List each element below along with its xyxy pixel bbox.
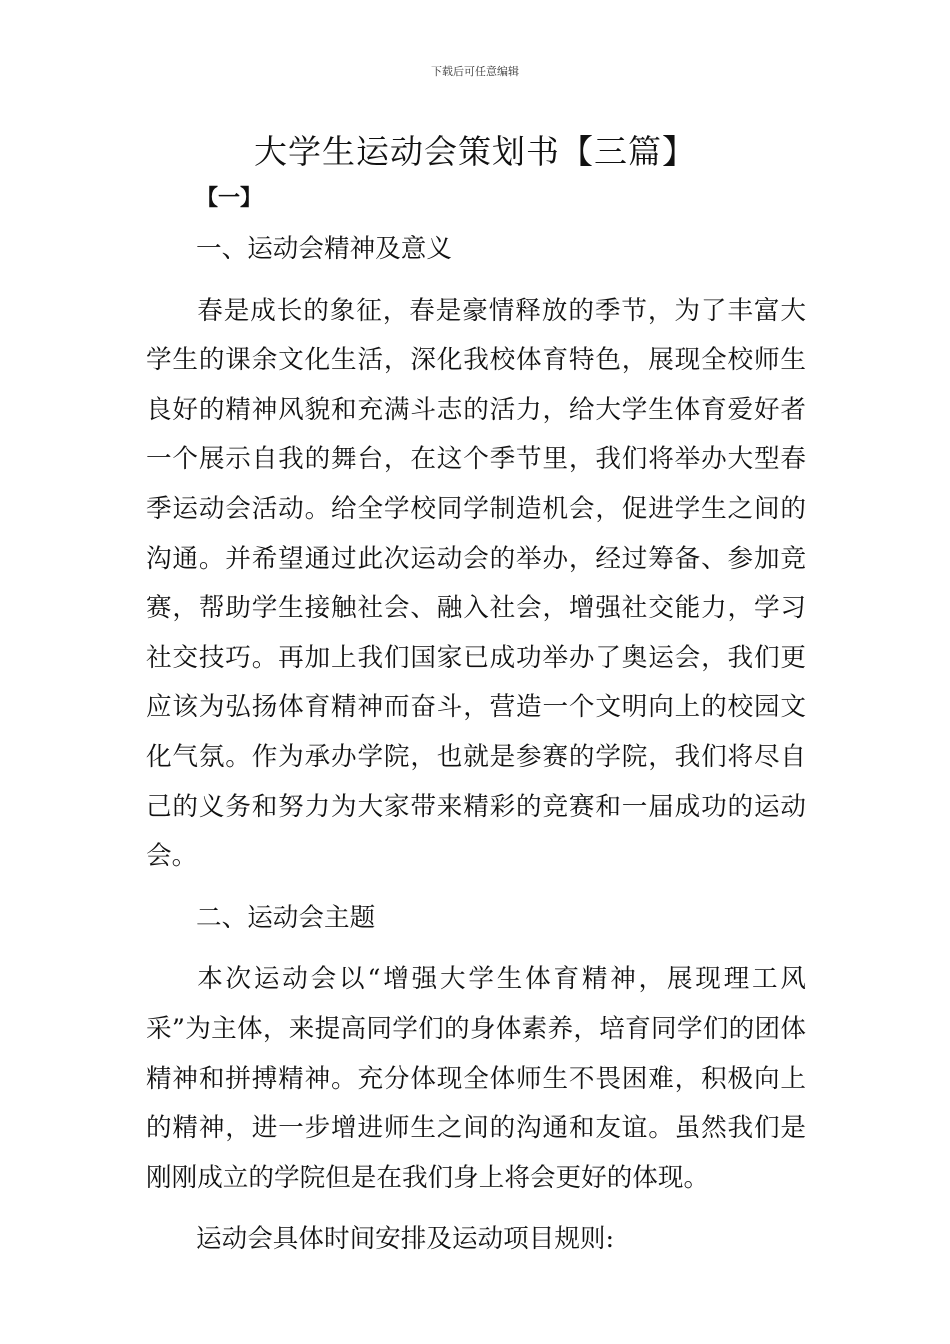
schedule-intro-line: 运动会具体时间安排及运动项目规则: bbox=[196, 1224, 615, 1255]
page-header-note: 下载后可任意编辑 bbox=[431, 65, 519, 78]
document-title: 大学生运动会策划书【三篇】 bbox=[254, 132, 696, 171]
section-marker: 【一】 bbox=[196, 186, 263, 211]
section-heading-2: 二、运动会主题 bbox=[196, 902, 376, 933]
section-paragraph-1: 春是成长的象征，春是豪情释放的季节，为了丰富大学生的课余文化生活，深化我校体育特色，展现全校师生良好的精神风貌和充满斗志的活力，给大学生体育爱好者一个展示自我的舞台，在这个季节里，我们将举办大型春季运动会活动。给全学校同学制造机会，促进学生之间的沟通。并希望通过此次运动会的举办，经过筹备、参加竞赛，帮助学生接触社会、融入社会，增强社交能力，学习社交技巧。再加上我们国家已成功举办了奥运会，我们更应该为弘扬体育精神而奋斗，营造一个文明向上的校园文化气氛。作为承办学院，也就是参赛的学院，我们将尽自己的义务和努力为大家带来精彩的竞赛和一届成功的运动会。 bbox=[146, 295, 806, 872]
document-body bbox=[146, 225, 806, 1265]
section-paragraph-2: 本次运动会以“增强大学生体育精神，展现理工风采”为主体，来提高同学们的身体素养，培育同学们的团体精神和拼搏精神。充分体现全体师生不畏困难，积极向上的精神，进一步增进师生之间的沟通和友谊。虽然我们是刚刚成立的学院但是在我们身上将会更好的体现。 bbox=[146, 964, 806, 1193]
section-heading-1: 一、运动会精神及意义 bbox=[196, 234, 452, 264]
